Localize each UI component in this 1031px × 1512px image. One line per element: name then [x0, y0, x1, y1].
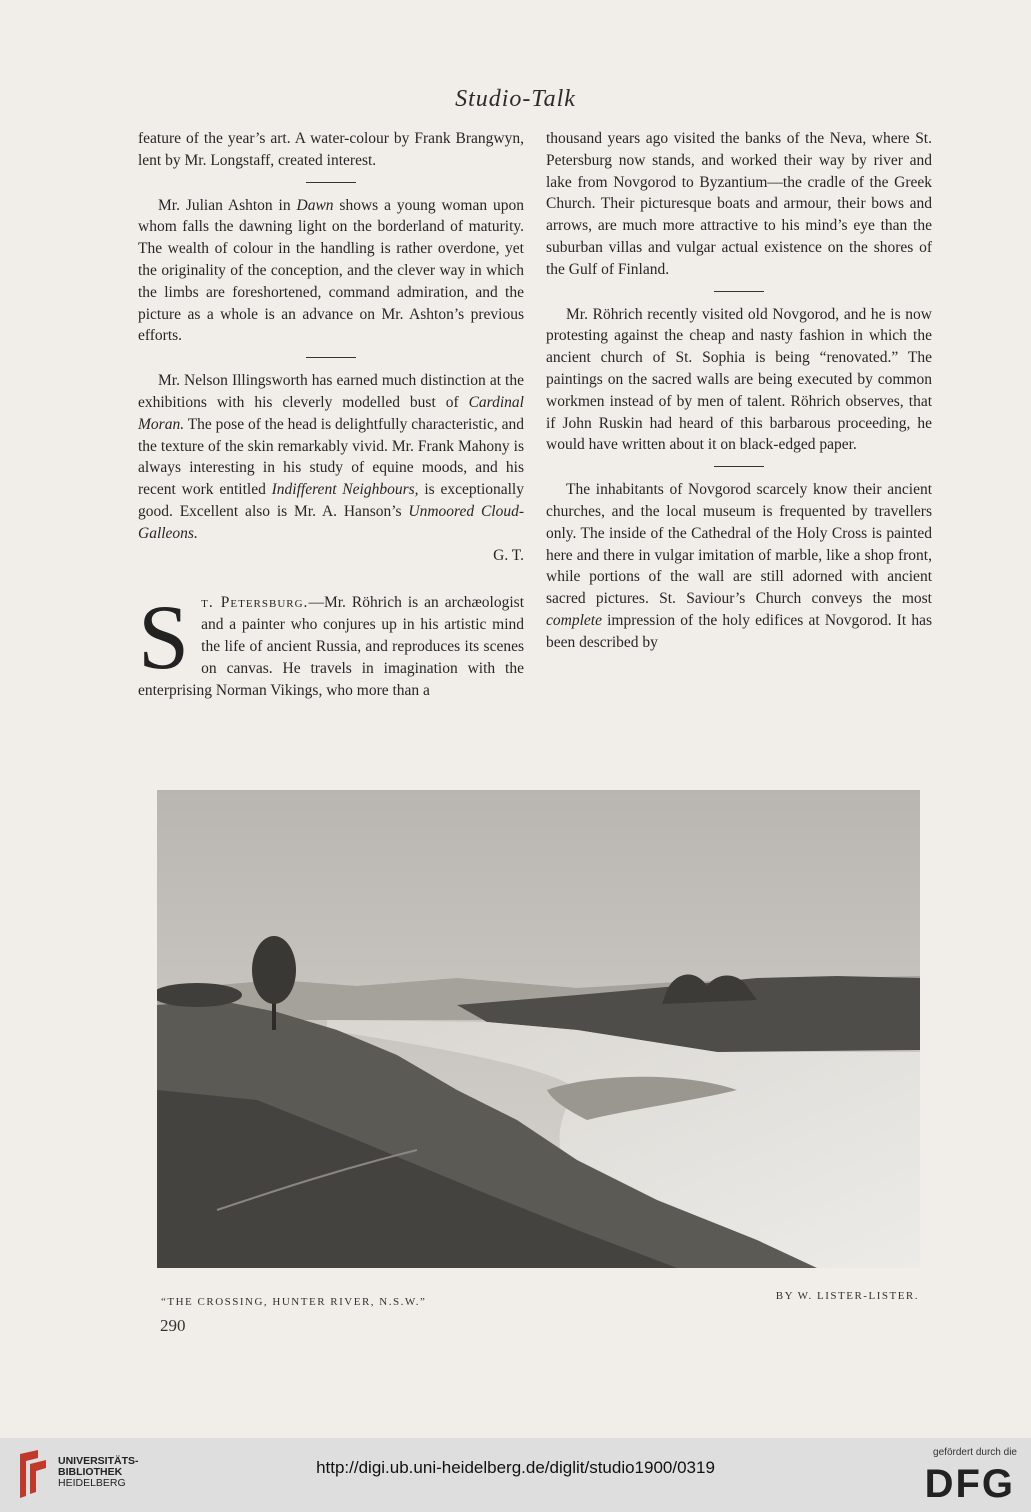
text-run: Mr. Nelson Illingsworth has earned much distinction at the exhibitions with his cleverly modelled bust of — [138, 372, 524, 411]
text-run: The inhabitants of Novgorod scarcely know their ancient churches, and the local museum is frequented by travellers only. The inside of the Cathedral of the Holy Cross is painted here and there in vulgar imitation of marble, like a shop front, while portions of the wall are still adorned with ancient sacred pictures. St. Saviour’s Church conveys the most — [546, 481, 932, 608]
source-url-link[interactable]: http://digi.ub.uni-heidelberg.de/diglit/studio1900/0319 — [316, 1458, 715, 1477]
author-signature: G. T. — [493, 546, 524, 564]
paragraph: thousand years ago visited the banks of the Neva, where St. Petersburg now stands, and worked their way by river and lake from Novgorod to Byzantium—the cradle of the Greek Church. Their picturesque boats and armour, their bows and arrows, are much more attractive to his mind’s eye than the suburban villas and vulgar actual existence on the shores of the Gulf of Finland. — [546, 130, 932, 278]
plate-caption-title: “THE CROSSING, HUNTER RIVER, N.S.W.” — [161, 1296, 427, 1308]
artwork-title: Indifferent Neighbours, — [271, 481, 419, 499]
left-column — [138, 128, 524, 701]
digitization-footer — [0, 1438, 1031, 1512]
paragraph — [546, 479, 932, 653]
institution-line: HEIDELBERG — [58, 1477, 126, 1489]
text-run: —Mr. Röhrich is an archæologist and a painter who conjures up in his artistic mind the life of ancient Russia, and reproduces its scenes on canvas. He travels in imagination with the enterprising Norman Vikings, who more than a — [138, 594, 525, 699]
river-landscape-illustration — [157, 790, 920, 1268]
right-column — [546, 128, 932, 654]
running-title: Studio-Talk — [455, 86, 576, 112]
sponsor-label: gefördert durch die — [933, 1447, 1017, 1458]
artwork-title: Cardinal Moran. — [138, 393, 524, 433]
institution-line: UNIVERSITÄTS- — [58, 1455, 139, 1467]
text-run: The pose of the head is delightfully characteristic, and the texture of the skin remarkably vivid. Mr. Frank Mahony is always interesting in his study of equine moods, and his recent work entitled — [138, 415, 524, 499]
text-run: impression of the holy edifices at Novgorod. It has been described by — [546, 611, 932, 651]
drop-cap: S — [138, 586, 190, 689]
text-run: is exceptionally good. Excellent also is Mr. A. Hanson’s — [138, 481, 524, 520]
text-run: shows a young woman upon whom falls the dawning light on the borderland of maturity. The wealth of colour in the handling is rather overdone, yet the originality of the conception, and the clever way in which the limbs are foreshortened, command admiration, and the picture as a whole is an advance on Mr. Ashton’s previous efforts. — [138, 196, 524, 345]
institution-line: BIBLIOTHEK — [58, 1466, 123, 1478]
paragraph: Mr. Röhrich recently visited old Novgorod, and he is now protesting against the cheap and nasty fashion in which the ancient church of St. Sophia is being “renovated.” The paintings on the sacred walls are being executed by common workmen instead of by men of talent. Röhrich observes, that if John Ruskin had heard of this barbarous proceeding, he would have written about it on black-edged paper. — [546, 305, 932, 454]
page-number: 290 — [160, 1316, 186, 1335]
section-divider — [306, 182, 356, 183]
section-divider — [714, 291, 764, 292]
paragraph — [138, 195, 524, 348]
artwork-title: Unmoored Cloud-Galleons. — [138, 502, 525, 542]
plate-caption-artist: BY W. LISTER-LISTER. — [775, 1290, 919, 1302]
landscape-plate-image — [157, 790, 920, 1268]
artwork-title: Dawn — [296, 196, 334, 214]
section-divider — [306, 357, 356, 358]
emphasis: complete — [546, 611, 602, 629]
dfg-logo: DFG — [924, 1462, 1015, 1506]
section-divider — [714, 466, 764, 467]
text-run: Mr. Julian Ashton in — [158, 196, 297, 214]
paragraph — [138, 370, 524, 544]
paragraph — [138, 586, 525, 701]
section-heading: t. Petersburg. — [201, 594, 309, 612]
paragraph: feature of the year’s art. A water-colour by Frank Brangwyn, lent by Mr. Longstaff, created interest. — [138, 130, 524, 169]
